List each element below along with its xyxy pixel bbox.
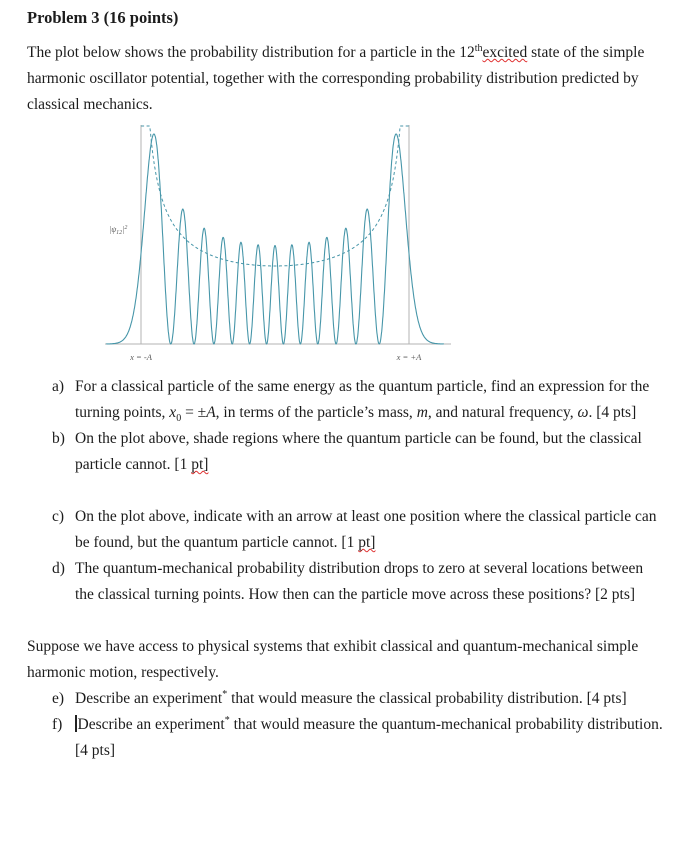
bridge-paragraph: Suppose we have access to physical systems that exhibit classical and quantum-mechanical simple harmonic motion, respectively. xyxy=(27,638,639,681)
item-text-e xyxy=(75,686,667,712)
item-text-b xyxy=(75,426,667,478)
item-e-text-2: that would measure the classical probability distribution. [4 pts] xyxy=(227,690,627,707)
y-axis-label: $|\psi_{12}|^2$ xyxy=(109,225,128,236)
problem-item-a xyxy=(27,374,667,426)
x-tick-label-left: x = -A xyxy=(130,352,152,362)
item-f-text-1: Describe an experiment xyxy=(77,716,225,733)
spellcheck-flagged-pt: pt] xyxy=(191,456,209,473)
x-tick-label-right: x = +A xyxy=(396,352,422,362)
variable-omega: ω xyxy=(577,404,589,421)
item-text-d: The quantum-mechanical probability distribution drops to zero at several locations between the classical turning points. How then can the particle move across these positions? [2 pts] xyxy=(75,560,644,603)
blank-line xyxy=(27,608,667,634)
text-cursor[interactable] xyxy=(75,715,77,732)
item-a-text-3: , and natural frequency, xyxy=(427,404,578,421)
problem-item-d xyxy=(27,556,667,608)
subscript-0: 0 xyxy=(176,413,182,425)
item-text-c xyxy=(75,504,667,556)
spellcheck-flagged-pt: pt] xyxy=(358,534,376,551)
item-a-text-4: . [4 pts] xyxy=(588,404,637,421)
shm-probability-plot xyxy=(103,120,463,370)
problem-item-c xyxy=(27,504,667,556)
equals-plus-minus: = ± xyxy=(181,404,207,421)
blank-line xyxy=(27,478,667,504)
problem-title: Problem 3 (16 points) xyxy=(27,8,179,27)
item-label-c: c) xyxy=(52,508,65,525)
quantum-distribution-curve xyxy=(106,134,444,344)
item-c-text-1: On the plot above, indicate with an arrow at least one position where the classical particle can be found, but the quantum particle cannot. [1 xyxy=(75,508,657,551)
problem-item-e xyxy=(27,686,667,712)
problem-item-f xyxy=(27,712,667,764)
item-label-d: d) xyxy=(52,560,65,577)
item-f-text-2: that would measure the quantum-mechanical probability distribution. [4 pts] xyxy=(75,716,663,759)
item-label-e: e) xyxy=(52,690,65,707)
variable-x: x xyxy=(169,404,177,421)
item-text-a xyxy=(75,374,667,426)
item-label-f: f) xyxy=(52,716,63,733)
ordinal-superscript: th xyxy=(474,42,483,54)
oscillator-plot-figure xyxy=(103,120,667,372)
item-a-text-1: For a classical particle of the same energy as the quantum particle, find an expression for the turning points, xyxy=(75,378,650,421)
item-label-a: a) xyxy=(52,378,65,395)
item-text-f xyxy=(75,712,667,764)
experiment-footnote-mark: * xyxy=(224,714,230,726)
item-b-text-1: On the plot above, shade regions where the quantum particle can be found, but the classical particle cannot. [1 xyxy=(75,430,642,473)
item-label-b: b) xyxy=(52,430,65,447)
variable-m: m xyxy=(416,404,428,421)
experiment-footnote-mark: * xyxy=(222,688,228,700)
classical-distribution-curve xyxy=(141,126,409,266)
problem-item-b xyxy=(27,426,667,478)
item-e-text-1: Describe an experiment xyxy=(75,690,223,707)
intro-text-2: state of the simple harmonic oscillator potential, together with the corresponding probability distribution predicted by classical mechanics. xyxy=(27,44,645,113)
spellcheck-flagged-word: excited xyxy=(482,44,528,61)
item-a-text-2: , in terms of the particle’s mass, xyxy=(215,404,417,421)
intro-paragraph xyxy=(27,40,667,118)
intro-text-1: The plot below shows the probability distribution for a particle in the 12 xyxy=(27,44,475,61)
variable-A: A xyxy=(206,404,216,421)
